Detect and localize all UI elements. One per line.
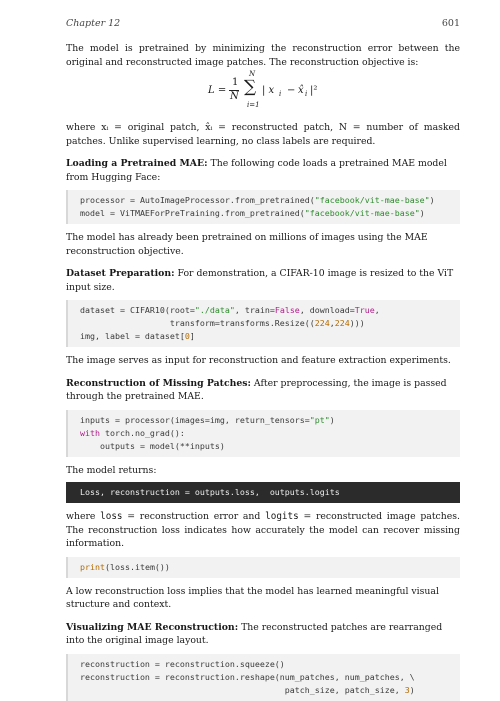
section-visualizing: Visualizing MAE Reconstruction: The reconstructed patches are rearranged into the original image layout. <box>66 621 443 646</box>
summation-symbol: ∑ <box>244 77 257 97</box>
paragraph-low-loss: A low reconstruction loss implies that the model has learned meaningful visual structure and context. <box>66 585 439 610</box>
code-block-dataset[interactable]: dataset = CIFAR10(root="./data", train=False, download=True, transform=transforms.Resize((224,224))) img, label = dataset[0] <box>66 300 460 347</box>
code-block-load-model[interactable]: processor = AutoImageProcessor.from_pretrained("facebook/vit-mae-base") model = ViTMAEForPreTraining.from_pretrained("facebook/vit-mae-base") <box>66 190 460 224</box>
page-header <box>66 18 460 32</box>
section-loading-mae: Loading a Pretrained MAE: The following code loads a pretrained MAE model from Hugging Face: <box>66 158 447 183</box>
chapter-label: Chapter 12 <box>66 18 121 29</box>
paragraph-model-returns: The model returns: <box>66 464 157 476</box>
page-content <box>66 42 460 701</box>
paragraph-pretrained-note: The model has already been pretrained on millions of images using the MAE reconstruction objective. <box>66 232 428 257</box>
code-block-print-loss[interactable]: print(loss.item()) <box>66 557 460 578</box>
code-block-outputs[interactable]: Loss, reconstruction = outputs.loss, outputs.logits <box>66 482 460 503</box>
code-block-inference[interactable]: inputs = processor(images=img, return_tensors="pt") with torch.no_grad(): outputs = model(**inputs) <box>66 410 460 457</box>
section-dataset-preparation: Dataset Preparation: For demonstration, a CIFAR-10 image is resized to the ViT input size. <box>66 268 454 293</box>
reconstruction-equation: L = 1 N N ∑ i=1 | x i − x̂ i |² <box>208 70 318 109</box>
paragraph-loss-explanation: where loss = reconstruction error and logits = reconstructed image patches. The reconstruction loss indicates how accurately the model can recover missing information. <box>66 511 460 549</box>
paragraph-variables: where xᵢ = original patch, x̂ᵢ = reconstructed patch, N = number of masked patches. Unlike supervised learning, no class labels are required. <box>66 122 460 147</box>
paragraph-objective-intro: The model is pretrained by minimizing the reconstruction error between the original and reconstructed image patches. The reconstruction objective is: <box>66 43 460 68</box>
code-block-reshape[interactable]: reconstruction = reconstruction.squeeze() reconstruction = reconstruction.reshape(num_patches, num_patches, \ patch_size, patch_size, 3) <box>66 654 460 701</box>
section-reconstruction: Reconstruction of Missing Patches: After preprocessing, the image is passed through the pretrained MAE. <box>66 377 447 402</box>
paragraph-image-input: The image serves as input for reconstruction and feature extraction experiments. <box>66 355 451 366</box>
page-number: 601 <box>441 18 460 29</box>
